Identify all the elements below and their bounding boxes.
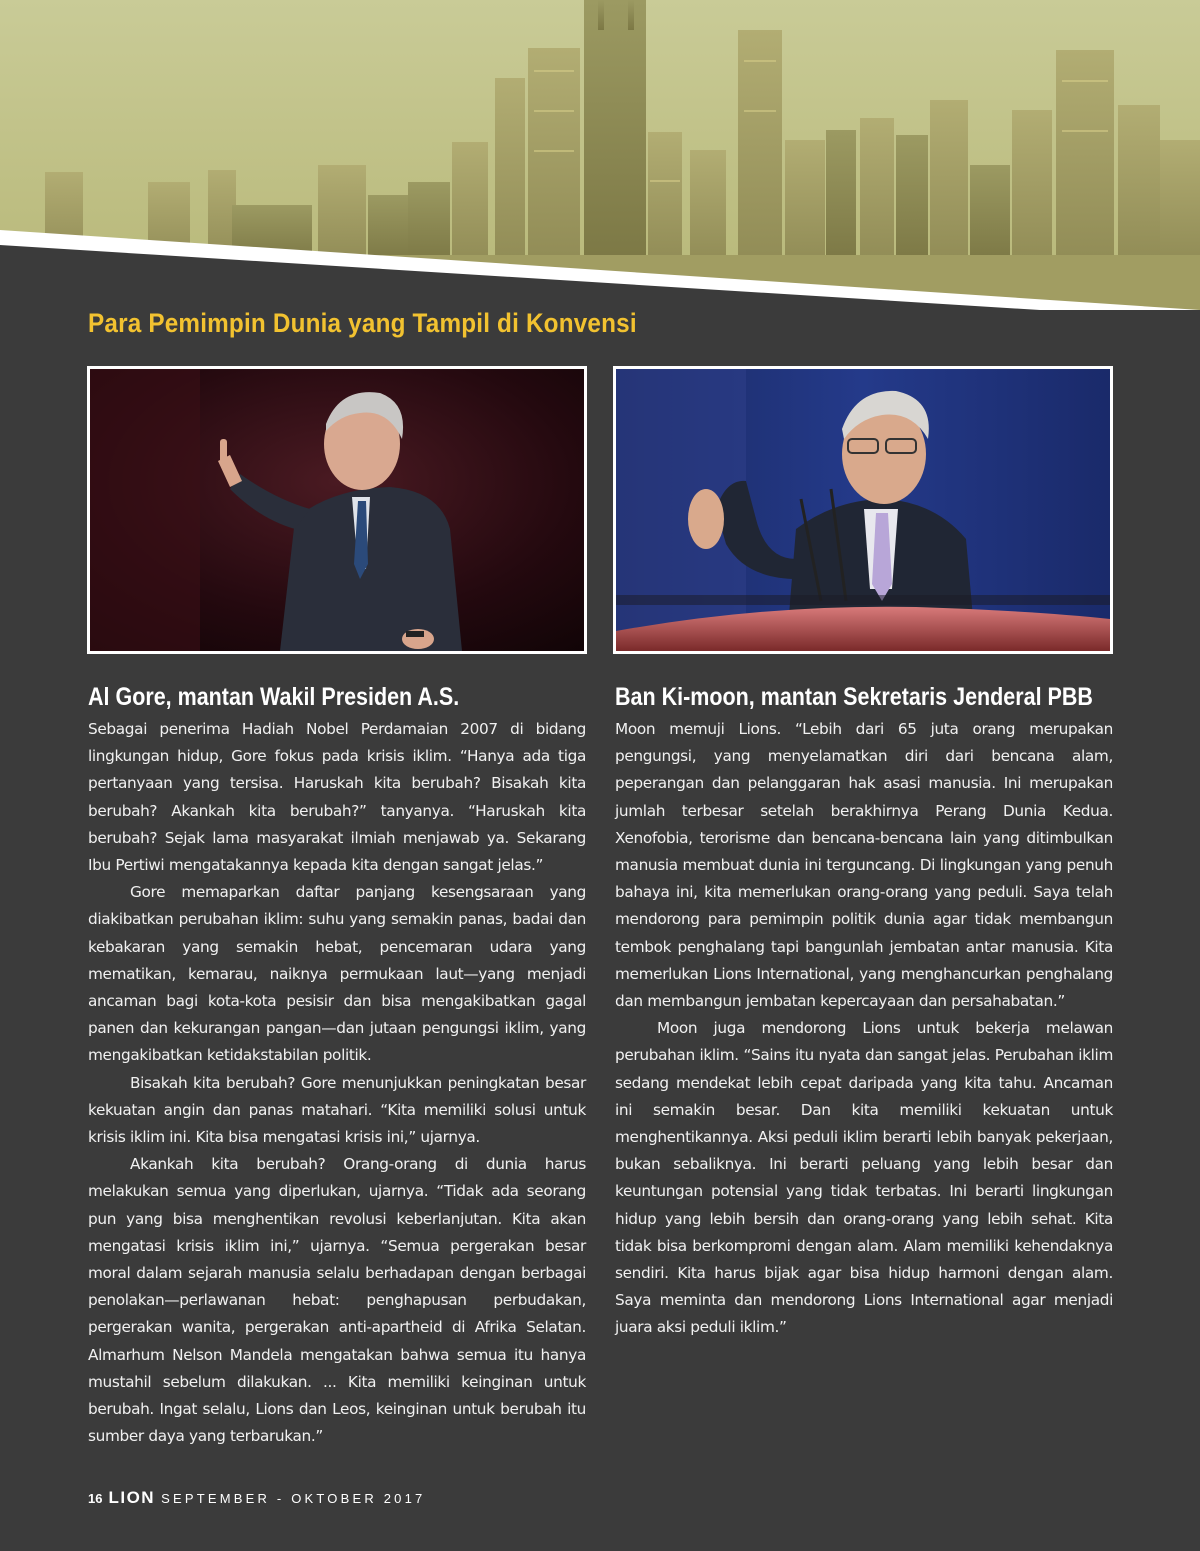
page-footer [88,1488,425,1508]
section-title: Para Pemimpin Dunia yang Tampil di Konvensi [88,308,637,338]
speaker-photo-left [90,369,584,651]
issue-date: SEPTEMBER - OKTOBER 2017 [161,1491,426,1506]
magazine-name: LION [108,1488,156,1507]
heading-ban-ki-moon: Ban Ki-moon, mantan Sekretaris Jenderal PBB [615,683,1093,711]
paragraph: Moon juga mendorong Lions untuk bekerja melawan perubahan iklim. “Sains itu nyata dan sangat jelas. Perubahan iklim sedang mendekat lebih cepat daripada yang kita tahu. Ancaman ini semakin besar. Dan kita memiliki kekuatan untuk menghentikannya. Aksi peduli iklim berarti lebih banyak pekerjaan, bukan sebaliknya. Ini berarti peluang yang lebih besar dan keuntungan potensial yang tidak terbatas. Ini berarti lingkungan hidup yang lebih bersih dan orang-orang yang lebih sehat. Kita tidak bisa berkompromi dengan alam. Alam memiliki kehendaknya sendiri. Kita harus bijak agar bisa hidup harmoni dengan alam. Saya meminta dan mendorong Lions International agar menjadi juara aksi peduli iklim.” [615,1019,1113,1337]
article-column-right [615,683,1113,1342]
page-number: 16 [88,1491,103,1506]
photo-al-gore [87,366,587,654]
paragraph: Bisakah kita berubah? Gore menunjukkan peningkatan besar kekuatan angin dan panas matahari. “Kita memiliki solusi untuk krisis iklim ini. Kita bisa mengatasi krisis ini,” ujarnya. [88,1073,586,1147]
paragraph: Sebagai penerima Hadiah Nobel Perdamaian 2007 di bidang lingkungan hidup, Gore fokus pada krisis iklim. “Hanya ada tiga pertanyaan yang tersisa. Haruskah kita berubah? Bisakah kita berubah? Akankah kita berubah?” tanyanya. “Haruskah kita berubah? Sejak lama masyarakat ilmiah menjawab ya. Sekarang Ibu Pertiwi mengatakannya kepada kita dengan sangat jelas.” [88,720,586,875]
city-skyline-banner [0,0,1200,310]
heading-al-gore: Al Gore, mantan Wakil Presiden A.S. [88,683,460,711]
paragraph: Akankah kita berubah? Orang-orang di dunia harus melakukan semua yang diperlukan, ujarnya. “Tidak ada seorang pun yang bisa menghentikan revolusi keberlanjutan. Kita akan mengatasi krisis iklim ini,” ujarnya. “Semua pergerakan besar moral dalam sejarah manusia selalu berhadapan dengan berbagai penolakan—perlawanan hebat: penghapusan perbudakan, pergerakan wanita, pergerakan anti-apartheid di Afrika Selatan. Almarhum Nelson Mandela mengatakan bahwa semua itu hanya mustahil sebelum dilakukan. ... Kita memiliki keinginan untuk berubah. Ingat selalu, Lions dan Leos, keinginan untuk berubah itu sumber daya yang terbarukan.” [88,1155,586,1446]
speaker-photo-right [616,369,1110,651]
paragraph: Moon memuji Lions. “Lebih dari 65 juta orang merupakan pengungsi, yang menyelamatkan diri dari bencana alam, peperangan dan pelanggaran hak asasi manusia. Ini merupakan jumlah terbesar setelah berakhirnya Perang Dunia Kedua. Xenofobia, terorisme dan bencana-bencana lain yang ditimbulkan manusia membuat dunia ini terguncang. Di lingkungan yang penuh bahaya ini, kita memerlukan orang-orang yang peduli. Saya telah mendorong para pemimpin politik dunia agar tidak membangun tembok penghalang tapi bangunlah jembatan antar manusia. Kita memerlukan Lions International, yang menghancurkan penghalang dan membangun jembatan kepercayaan dan persahabatan.” [615,720,1113,1011]
photo-ban-ki-moon [613,366,1113,654]
article-column-left [88,683,586,1450]
paragraph: Gore memaparkan daftar panjang kesengsaraan yang diakibatkan perubahan iklim: suhu yang semakin panas, badai dan kebakaran yang semakin hebat, pencemaran udara yang mematikan, kemarau, naiknya permukaan laut—yang menjadi ancaman bagi kota-kota pesisir dan bisa mengakibatkan gagal panen dan kekurangan pangan—dan jutaan pengungsi iklim, yang mengakibatkan ketidakstabilan politik. [88,883,586,1065]
